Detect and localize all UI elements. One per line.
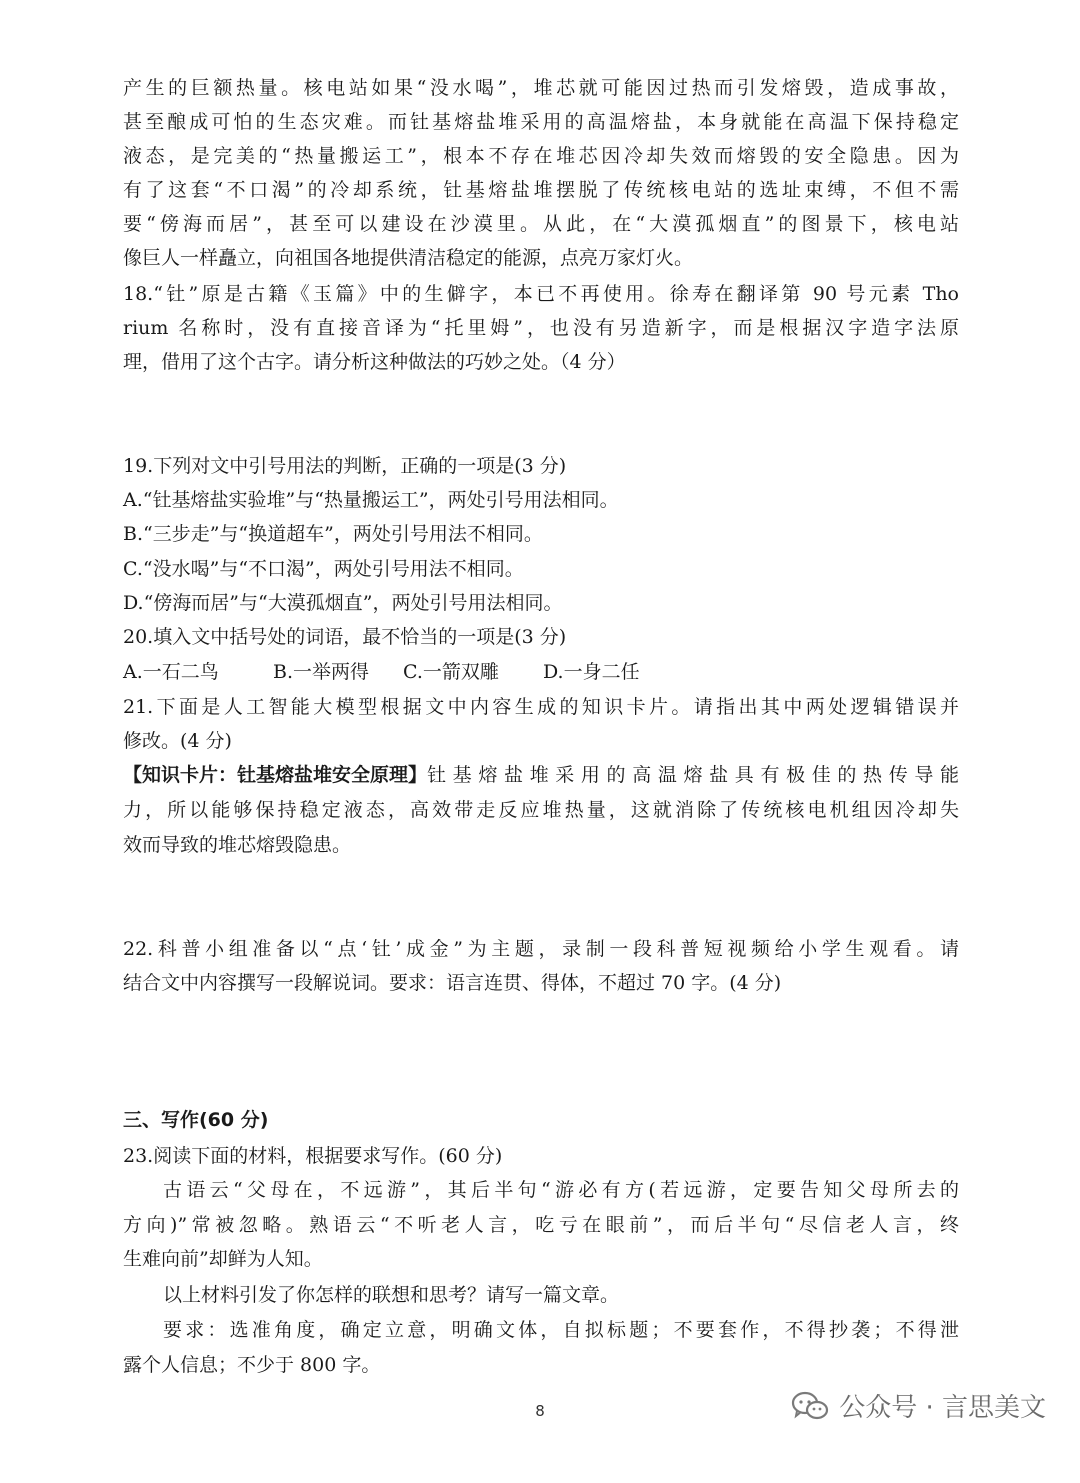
page-number: 8 bbox=[535, 1402, 545, 1420]
knowledge-card-text: 效而导致的堆芯熔毁隐患。 bbox=[123, 834, 352, 856]
passage-line: 有了这套“不口渴”的冷却系统，钍基熔盐堆摆脱了传统核电站的选址束缚，不但不需 bbox=[123, 179, 959, 201]
question-20-stem: 20.填入文中括号处的词语，最不恰当的一项是(3 分) bbox=[123, 626, 567, 648]
question-21-line: 修改。(4 分) bbox=[123, 730, 232, 752]
question-21-line: 21.下面是人工智能大模型根据文中内容生成的知识卡片。请指出其中两处逻辑错误并 bbox=[123, 696, 959, 718]
question-19-option: C.“没水喝”与“不口渴”，两处引号用法不相同。 bbox=[123, 558, 524, 580]
material-line: 生难向前”却鲜为人知。 bbox=[123, 1248, 323, 1270]
question-20-option: D.一身二任 bbox=[543, 661, 640, 683]
passage-line: 甚至酿成可怕的生态灾难。而钍基熔盐堆采用的高温熔盐，本身就能在高温下保持稳定 bbox=[123, 111, 959, 133]
question-19-option: B.“三步走”与“换道超车”，两处引号用法不相同。 bbox=[123, 523, 543, 545]
question-19-option: D.“傍海而居”与“大漠孤烟直”，两处引号用法相同。 bbox=[123, 592, 563, 614]
material-line: 方向)”常被忽略。熟语云“不听老人言，吃亏在眼前”，而后半句“尽信老人言，终 bbox=[123, 1214, 959, 1236]
knowledge-card-title: 【知识卡片：钍基熔盐堆安全原理】 bbox=[123, 764, 428, 786]
question-18-line: 18.“钍”原是古籍《玉篇》中的生僻字，本已不再使用。徐寿在翻译第 90 号元素 Tho bbox=[123, 283, 959, 305]
question-18-line: 理，借用了这个古字。请分析这种做法的巧妙之处。（4 分） bbox=[123, 351, 626, 373]
knowledge-card-line bbox=[123, 762, 959, 788]
question-19-stem: 19.下列对文中引号用法的判断，正确的一项是(3 分) bbox=[123, 455, 567, 477]
writing-prompt: 以上材料引发了你怎样的联想和思考？请写一篇文章。 bbox=[163, 1284, 620, 1306]
passage-line: 液态，是完美的“热量搬运工”，根本不存在堆芯因冷却失效而熔毁的安全隐患。因为 bbox=[123, 145, 959, 167]
question-19-option: A.“钍基熔盐实验堆”与“热量搬运工”，两处引号用法相同。 bbox=[123, 489, 619, 511]
question-22-line: 结合文中内容撰写一段解说词。要求：语言连贯、得体，不超过 70 字。(4 分) bbox=[123, 972, 782, 994]
question-20-option: B.一举两得 bbox=[273, 661, 370, 683]
watermark bbox=[791, 1387, 1046, 1424]
passage-line: 要“傍海而居”，甚至可以建设在沙漠里。从此，在“大漠孤烟直”的图景下，核电站 bbox=[123, 213, 959, 235]
question-22-line: 22.科普小组准备以“点‘钍’成金”为主题，录制一段科普短视频给小学生观看。请 bbox=[123, 938, 959, 960]
question-20-options bbox=[123, 659, 640, 685]
knowledge-card-text: 钍基熔盐堆采用的高温熔盐具有极佳的热传导能 bbox=[427, 764, 959, 786]
question-20-option: A.一石二鸟 bbox=[123, 661, 219, 683]
requirement-line: 要求：选准角度，确定立意，明确文体，自拟标题；不要套作，不得抄袭；不得泄 bbox=[163, 1319, 959, 1341]
wechat-icon bbox=[791, 1391, 829, 1421]
passage-line: 产生的巨额热量。核电站如果“没水喝”，堆芯就可能因过热而引发熔毁，造成事故， bbox=[123, 77, 959, 99]
question-20-option: C.一箭双雕 bbox=[403, 661, 499, 683]
knowledge-card-text: 力，所以能够保持稳定液态，高效带走反应堆热量，这就消除了传统核电机组因冷却失 bbox=[123, 799, 959, 821]
requirement-line: 露个人信息；不少于 800 字。 bbox=[123, 1354, 381, 1376]
question-23-stem: 23.阅读下面的材料，根据要求写作。(60 分) bbox=[123, 1145, 503, 1167]
material-line: 古语云“父母在，不远游”，其后半句“游必有方(若远游，定要告知父母所去的 bbox=[163, 1179, 959, 1201]
watermark-text: 公众号 · 言思美文 bbox=[839, 1393, 1046, 1423]
question-18-line: rium 名称时，没有直接音译为“托里姆”，也没有另造新字，而是根据汉字造字法原 bbox=[123, 317, 959, 339]
passage-line: 像巨人一样矗立，向祖国各地提供清洁稳定的能源，点亮万家灯火。 bbox=[123, 247, 694, 269]
section-heading: 三、写作(60 分) bbox=[123, 1109, 269, 1131]
